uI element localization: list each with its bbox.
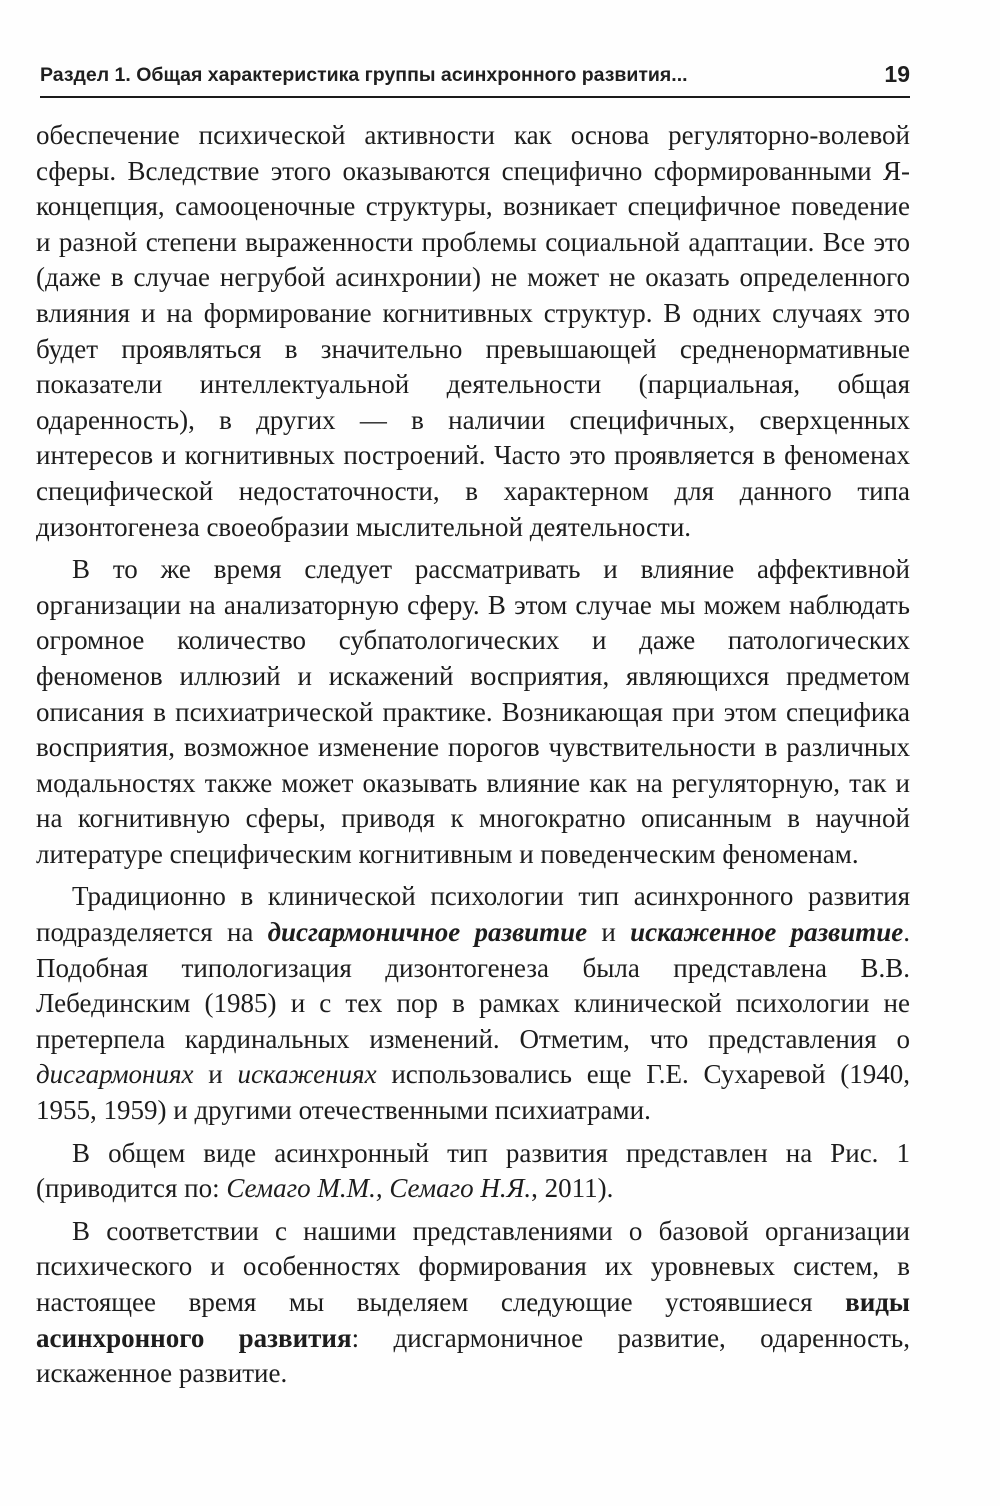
paragraph-2 [36, 552, 910, 872]
paragraph-3-text-a: Традиционно в клинической психологии тип асинхронного развития подразделяется на [36, 881, 910, 948]
term-async-development-types: виды асинхронного развития [36, 1287, 910, 1353]
term-disharmonic-development: дисгармоничное развитие [267, 917, 588, 948]
paragraph-3-text-c: . Подобная типологизация дизонтогенеза была представлена В.В. Лебединским (1985) и с тех пор в рамках клинической психологии не претерпела кардинальных изменений. Отметим, что представления о [36, 917, 911, 1054]
running-header [40, 60, 910, 98]
running-title: Раздел 1. Общая характеристика группы асинхронного развития... [40, 64, 688, 86]
paragraph-5-text-b: : дисгармоничное развитие, одаренность, искаженное развитие. [36, 1322, 910, 1389]
term-disharmonies: дисгармониях [36, 1059, 194, 1090]
paragraph-3-text-d: и [193, 1059, 238, 1090]
paragraph-3-text-e: использовались еще Г.Е. Сухаревой (1940, 1955, 1959) и другими отечественными психиатрами. [36, 1059, 910, 1126]
term-distorted-development: искаженное развитие [630, 917, 904, 948]
citation-authors: Семаго М.М., Семаго Н.Я. [226, 1173, 532, 1204]
paragraph-4-text-b: , 2011). [531, 1173, 614, 1204]
paragraph-1-text: обеспечение психической активности как основа регуляторно-волевой сферы. Вследствие этого оказываются специфично сформированными Я-концепция, самооценочные структуры, возникает специфичное поведение и разной степени выраженности проблемы социальной адаптации. Все это (даже в случае негрубой асинхронии) не может не оказать определенного влияния и на формирование когнитивных структур. В одних случаях это будет проявляться в значительно превышающей средненормативные показатели интеллектуальной деятельности (парциальная, общая одаренность), в других — в наличии специфичных, сверхценных интересов и когнитивных построений. Часто это проявляется в феноменах специфической недостаточности, в характерном для данного типа дизонтогенеза своеобразии мыслительной деятельности. [36, 120, 910, 542]
paragraph-3 [36, 879, 910, 1128]
paragraph-5 [36, 1214, 910, 1392]
body-text [36, 118, 910, 1399]
paragraph-1 [36, 118, 910, 545]
paragraph-4-text-a: В общем виде асинхронный тип развития представлен на Рис. 1 (приводится по: [36, 1137, 910, 1204]
paragraph-2-text: В то же время следует рассматривать и влияние аффективной организации на анализаторную сферу. В этом случае мы можем наблюдать огромное количество субпатологических и даже патологических феноменов иллюзий и искажений восприятия, являющихся предметом описания в психиатрической практике. Возникающая при этом специфика восприятия, возможное изменение порогов чувствительности в различных модальностях также может оказывать влияние как на регуляторную, так и на когнитивную сферы, приводя к многократно описанным в научной литературе специфическим когнитивным и поведенческим феноменам. [36, 554, 910, 869]
term-distortions: искажениях [237, 1059, 377, 1090]
paragraph-4 [36, 1136, 910, 1207]
paragraph-3-text-b: и [587, 917, 631, 948]
page-number: 19 [884, 61, 910, 87]
paragraph-5-text-a: В соответствии с нашими представлениями о базовой организации психического и особенностях формирования их уровневых систем, в настоящее время мы выделяем следующие устоявшиеся [36, 1215, 910, 1317]
